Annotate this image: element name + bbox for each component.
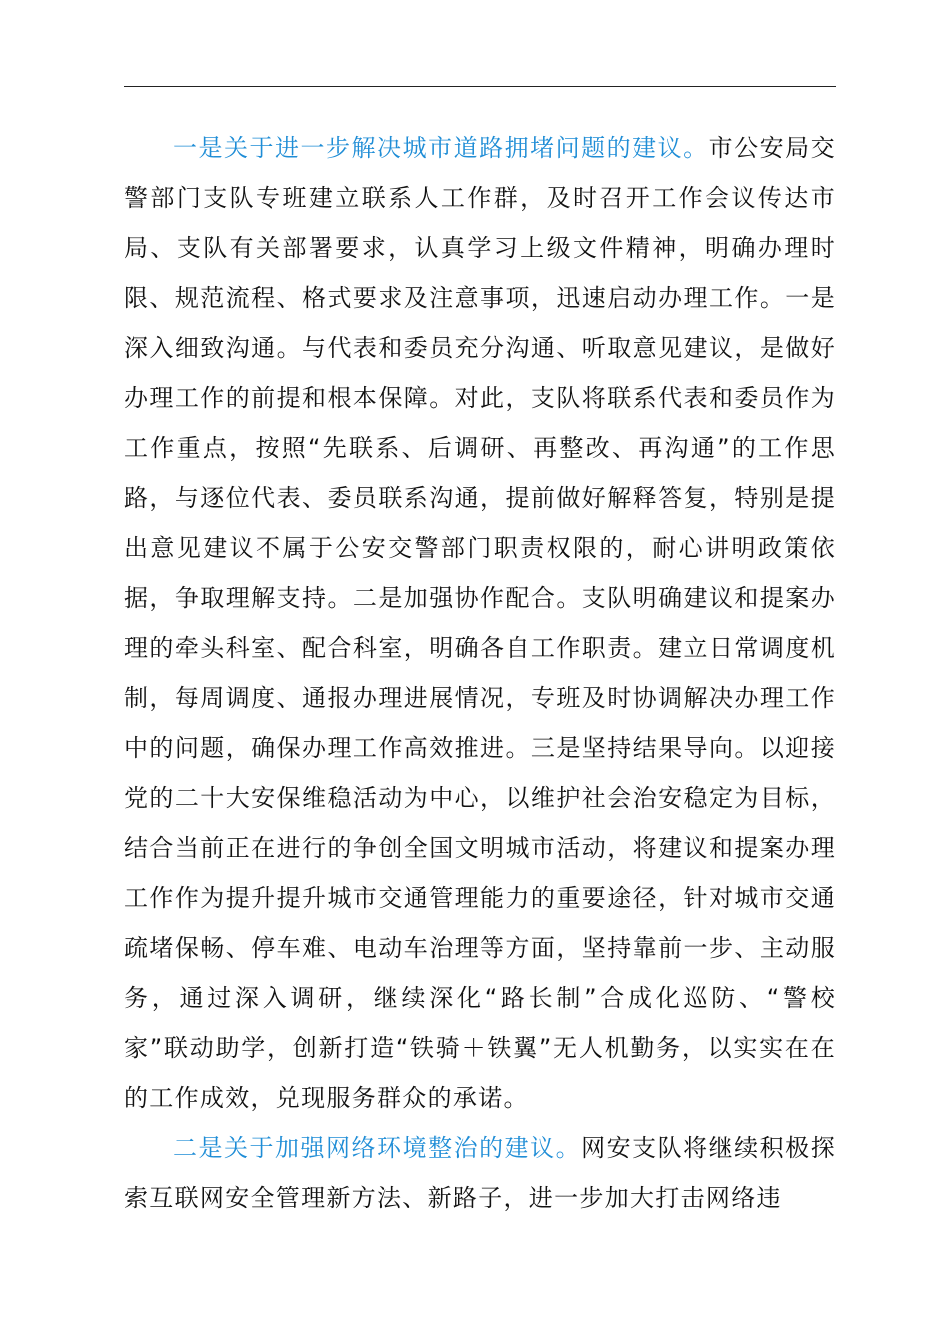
header-rule <box>124 86 836 87</box>
paragraph-lead-heading: 二是关于加强网络环境整治的建议。 <box>173 1134 582 1162</box>
paragraph-body-text: 网安支队将继续积极探索互联网安全管理新方法、新路子，进一步加大打击网络违 <box>124 1134 836 1212</box>
paragraph-body-text: 市公安局交警部门支队专班建立联系人工作群，及时召开工作会议传达市局、支队有关部署要求，认真学习上级文件精神，明确办理时限、规范流程、格式要求及注意事项，迅速启动办理工作。一是深入细致沟通。与代表和委员充分沟通、听取意见建议，是做好办理工作的前提和根本保障。对此，支队将联系代表和委员作为工作重点，按照“先联系、后调研、再整改、再沟通”的工作思路，与逐位代表、委员联系沟通，提前做好解释答复，特别是提出意见建议不属于公安交警部门职责权限的，耐心讲明政策依据，争取理解支持。二是加强协作配合。支队明确建议和提案办理的牵头科室、配合科室，明确各自工作职责。建立日常调度机制，每周调度、通报办理进展情况，专班及时协调解决办理工作中的问题，确保办理工作高效推进。三是坚持结果导向。以迎接党的二十大安保维稳活动为中心，以维护社会治安稳定为目标，结合当前正在进行的争创全国文明城市活动，将建议和提案办理工作作为提升提升城市交通管理能力的重要途径，针对城市交通疏堵保畅、停车难、电动车治理等方面，坚持靠前一步、主动服务，通过深入调研，继续深化“路长制”合成化巡防、“警校家”联动助学，创新打造“铁骑＋铁翼”无人机勤务，以实实在在的工作成效，兑现服务群众的承诺。 <box>124 134 836 1112</box>
paragraph-network-environment <box>124 1123 836 1223</box>
paragraph-traffic-congestion <box>124 123 836 1123</box>
paragraph-lead-heading: 一是关于进一步解决城市道路拥堵问题的建议。 <box>173 134 709 162</box>
document-body <box>124 123 836 1223</box>
